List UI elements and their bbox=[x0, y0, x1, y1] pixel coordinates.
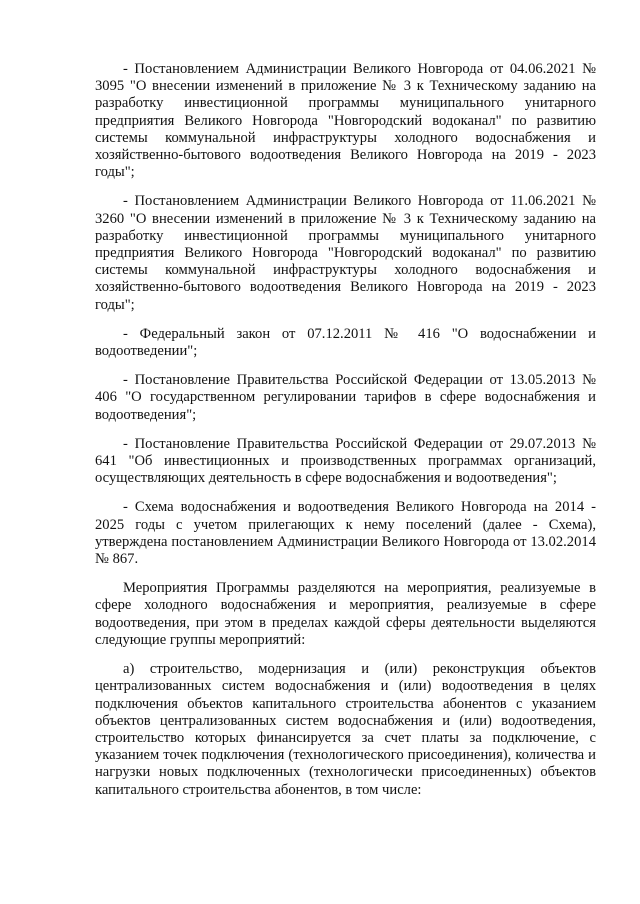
paragraph-federal-law-416: - Федеральный закон от 07.12.2011 № 416 "О водоснабжении и водоотведении"; bbox=[95, 325, 596, 360]
paragraph-measure-group-a: а) строительство, модернизация и (или) реконструкция объектов централизованных систем водоснабжения и (или) водоотведения в целях подключения объектов капитального строительства абонентов с указанием объектов централизованных систем водоснабжения и (или) водоотведения, строительство которых финансируется за счет платы за подключение, с указанием точек подключения (технологического присоединения), количества и нагрузки новых подключенных (технологически присоединенных) объектов капитального строительства абонентов, в том числе: bbox=[95, 661, 596, 798]
paragraph-program-measures: Мероприятия Программы разделяются на мероприятия, реализуемые в сфере холодного водоснабжения и мероприятия, реализуемые в сфере водоотведения, при этом в пределах каждой сферы деятельности выделяются следующие группы мероприятий: bbox=[95, 580, 596, 648]
paragraph-government-resolution-641: - Постановление Правительства Российской Федерации от 29.07.2013 № 641 "Об инвестиционных и производственных программах организаций, осуществляющих деятельность в сфере водоснабжения и водоотведения"; bbox=[95, 435, 596, 487]
paragraph-resolution-3095: - Постановлением Администрации Великого Новгорода от 04.06.2021 № 3095 "О внесении изменений в приложение № 3 к Техническому заданию на разработку инвестиционной программы муниципального унитарного предприятия Великого Новгорода "Новгородский водоканал" по развитию системы коммунальной инфраструктуры холодного водоснабжения и хозяйственно-бытового водоотведения Великого Новгорода на 2019 - 2023 годы"; bbox=[95, 61, 596, 181]
paragraph-resolution-3260: - Постановлением Администрации Великого Новгорода от 11.06.2021 № 3260 "О внесении изменений в приложение № 3 к Техническому заданию на разработку инвестиционной программы муниципального унитарного предприятия Великого Новгорода "Новгородский водоканал" по развитию системы коммунальной инфраструктуры холодного водоснабжения и хозяйственно-бытового водоотведения Великого Новгорода на 2019 - 2023 годы"; bbox=[95, 193, 596, 313]
document-body bbox=[95, 61, 596, 799]
paragraph-government-resolution-406: - Постановление Правительства Российской Федерации от 13.05.2013 № 406 "О государственном регулировании тарифов в сфере водоснабжения и водоотведения"; bbox=[95, 372, 596, 423]
paragraph-water-supply-scheme: - Схема водоснабжения и водоотведения Великого Новгорода на 2014 - 2025 годы с учетом прилегающих к нему поселений (далее - Схема), утверждена постановлением Администрации Великого Новгорода от 13.02.2014 № 867. bbox=[95, 499, 596, 568]
